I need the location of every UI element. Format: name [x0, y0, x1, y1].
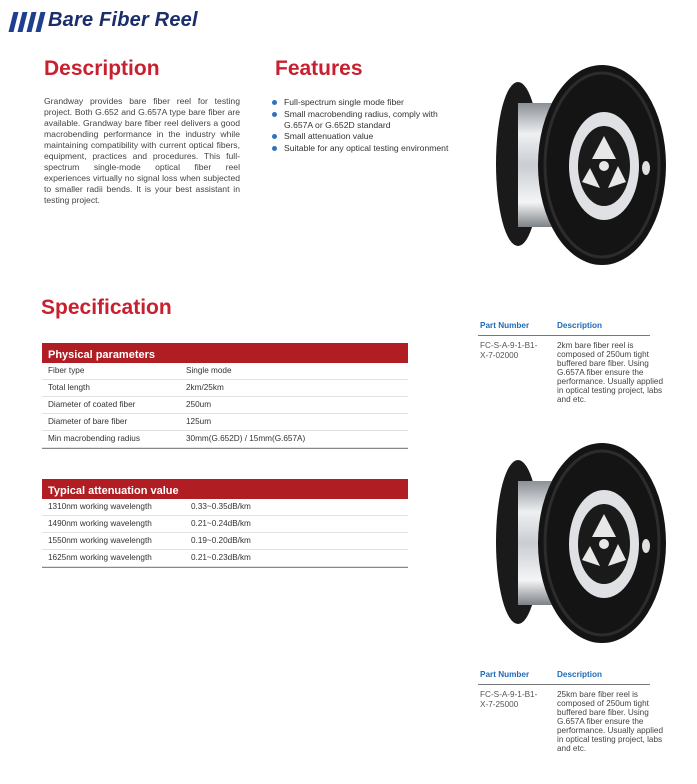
- feature-item: Small macrobending radius, comply with G.657A or G.652D standard: [271, 109, 451, 131]
- table-row: 1490nm working wavelength 0.21~0.24dB/km: [42, 516, 408, 533]
- fiber-reel-image: [468, 56, 668, 278]
- bullet-icon: [272, 100, 277, 105]
- feature-item: Full-spectrum single mode fiber: [271, 97, 451, 108]
- part-number-header: Part Number: [480, 321, 530, 330]
- description-text: Grandway provides bare fiber reel for testing project. Both G.652 and G.657A type bare fiber are available. Grandway bare fiber reel delivers a good macrobending performance in the industry while maintaining compatibility with current optical fibers, equipment, practices and procedures. This full-spectrum single-mode optical fiber reel experiences virtually no signal loss when subjected to smaller radii bends. It is your best assistant in testing project.: [44, 96, 240, 205]
- table-divider: [42, 567, 408, 568]
- feature-item: Small attenuation value: [271, 131, 451, 142]
- feature-item: Suitable for any optical testing environment: [271, 143, 451, 154]
- part-number: FC-S-A-9-1-B1-X-7-25000: [480, 690, 538, 709]
- part-divider: [478, 684, 650, 685]
- description-heading: Description: [44, 57, 160, 80]
- part-divider: [478, 335, 650, 336]
- part-description: 25km bare fiber reel is composed of 250um tight buffered bare fiber. Using G.657A fiber ensure the performance. Usually applied in optical testing project, labs and etc.: [557, 690, 664, 753]
- part-number-header: Part Number: [480, 670, 530, 679]
- specification-heading: Specification: [41, 296, 172, 319]
- fiber-reel-image: [468, 436, 668, 658]
- part-description: 2km bare fiber reel is composed of 250um tight buffered bare fiber. Using G.657A fiber ensure the performance. Usually applied in optical testing project, labs and etc.: [557, 341, 664, 404]
- table-row: Min macrobending radius 30mm(G.652D) / 15mm(G.657A): [42, 431, 408, 448]
- table-row: Diameter of coated fiber 250um: [42, 397, 408, 414]
- page-title: Bare Fiber Reel: [48, 9, 198, 31]
- table-header: Physical parameters: [42, 343, 408, 363]
- table-row: Diameter of bare fiber 125um: [42, 414, 408, 431]
- title-bars-decoration: [9, 12, 43, 32]
- table-row: 1310nm working wavelength 0.33~0.35dB/km: [42, 499, 408, 516]
- table-divider: [42, 448, 408, 449]
- description-header: Description: [557, 670, 603, 679]
- features-heading: Features: [275, 57, 363, 80]
- table-row: Total length 2km/25km: [42, 380, 408, 397]
- part-number: FC-S-A-9-1-B1-X-7-02000: [480, 341, 538, 360]
- table-header: Typical attenuation value: [42, 479, 408, 499]
- bullet-icon: [272, 134, 277, 139]
- table-row: Fiber type Single mode: [42, 363, 408, 380]
- description-header: Description: [557, 321, 603, 330]
- features-list: [271, 97, 451, 155]
- attenuation-table: [42, 479, 408, 568]
- bullet-icon: [272, 146, 277, 151]
- physical-parameters-table: [42, 343, 408, 449]
- table-row: 1625nm working wavelength 0.21~0.23dB/km: [42, 550, 408, 567]
- bullet-icon: [272, 112, 277, 117]
- table-row: 1550nm working wavelength 0.19~0.20dB/km: [42, 533, 408, 550]
